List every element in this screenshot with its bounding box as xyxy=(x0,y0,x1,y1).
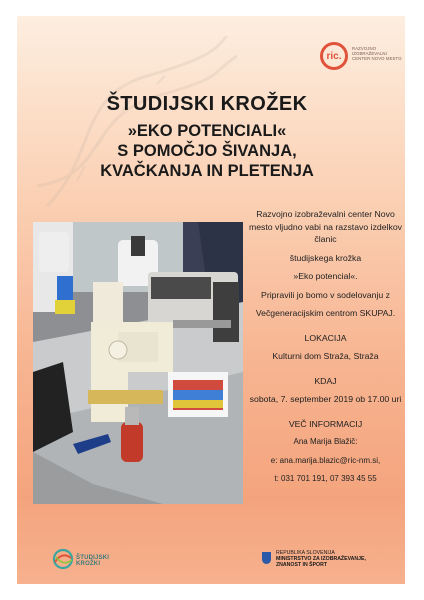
ric-logo-mark: ric. xyxy=(320,42,348,70)
ric-logo-text: RAZVOJNO IZOBRAŽEVALNI CENTER NOVO MESTO xyxy=(352,46,402,62)
intro-text-5: Večgeneracijskim centrom SKUPAJ. xyxy=(255,308,396,318)
poster xyxy=(17,16,405,584)
studijski-krozki-logo xyxy=(52,548,122,570)
title-line-4: KVAČKANJA IN PLETENJA xyxy=(100,162,314,180)
intro-text-1: Razvojno izobraževalni center Novo mesto vljudno vabi na razstavo izdelkov članic xyxy=(248,209,403,244)
slovenia-crest-icon xyxy=(262,552,271,564)
contact-email: e: ana.marija.blazic@ric-nm.si, xyxy=(270,455,381,465)
title-line-2: »EKO POTENCIALI« xyxy=(127,122,287,140)
contact-name: Ana Marija Blažič: xyxy=(293,437,358,446)
when-heading: KDAJ xyxy=(314,375,337,386)
title-line-1: ŠTUDIJSKI KROŽEK xyxy=(106,93,308,115)
location-value: Kulturni dom Straža, Straža xyxy=(272,351,379,361)
krozki-logo-icon xyxy=(52,548,74,570)
ric-logo xyxy=(320,42,405,72)
more-info-heading: VEČ INFORMACIJ xyxy=(288,418,363,429)
krozki-logo-text: ŠTUDIJSKI KROŽKI xyxy=(76,555,110,567)
intro-text-3: »Eko potencial«. xyxy=(293,271,358,281)
when-value: sobota, 7. september 2019 ob 17.00 uri xyxy=(249,394,402,404)
location-heading: LOKACIJA xyxy=(304,332,347,343)
title-line-3: S POMOČJO ŠIVANJA, xyxy=(117,142,297,160)
intro-text-2: študijskega krožka xyxy=(289,252,362,263)
contact-phone: t: 031 701 191, 07 393 45 55 xyxy=(274,474,377,483)
event-info xyxy=(248,208,403,486)
intro-text-4: Pripravili jo bomo v sodelovanju z xyxy=(261,289,390,300)
sewing-workshop-photo xyxy=(33,222,243,504)
ministry-logo xyxy=(262,550,402,574)
poster-title xyxy=(37,92,377,181)
ministry-logo-text: REPUBLIKA SLOVENIJA MINISTRSTVO ZA IZOBRAŽEVANJE, ZNANOST IN ŠPORT xyxy=(276,550,366,569)
